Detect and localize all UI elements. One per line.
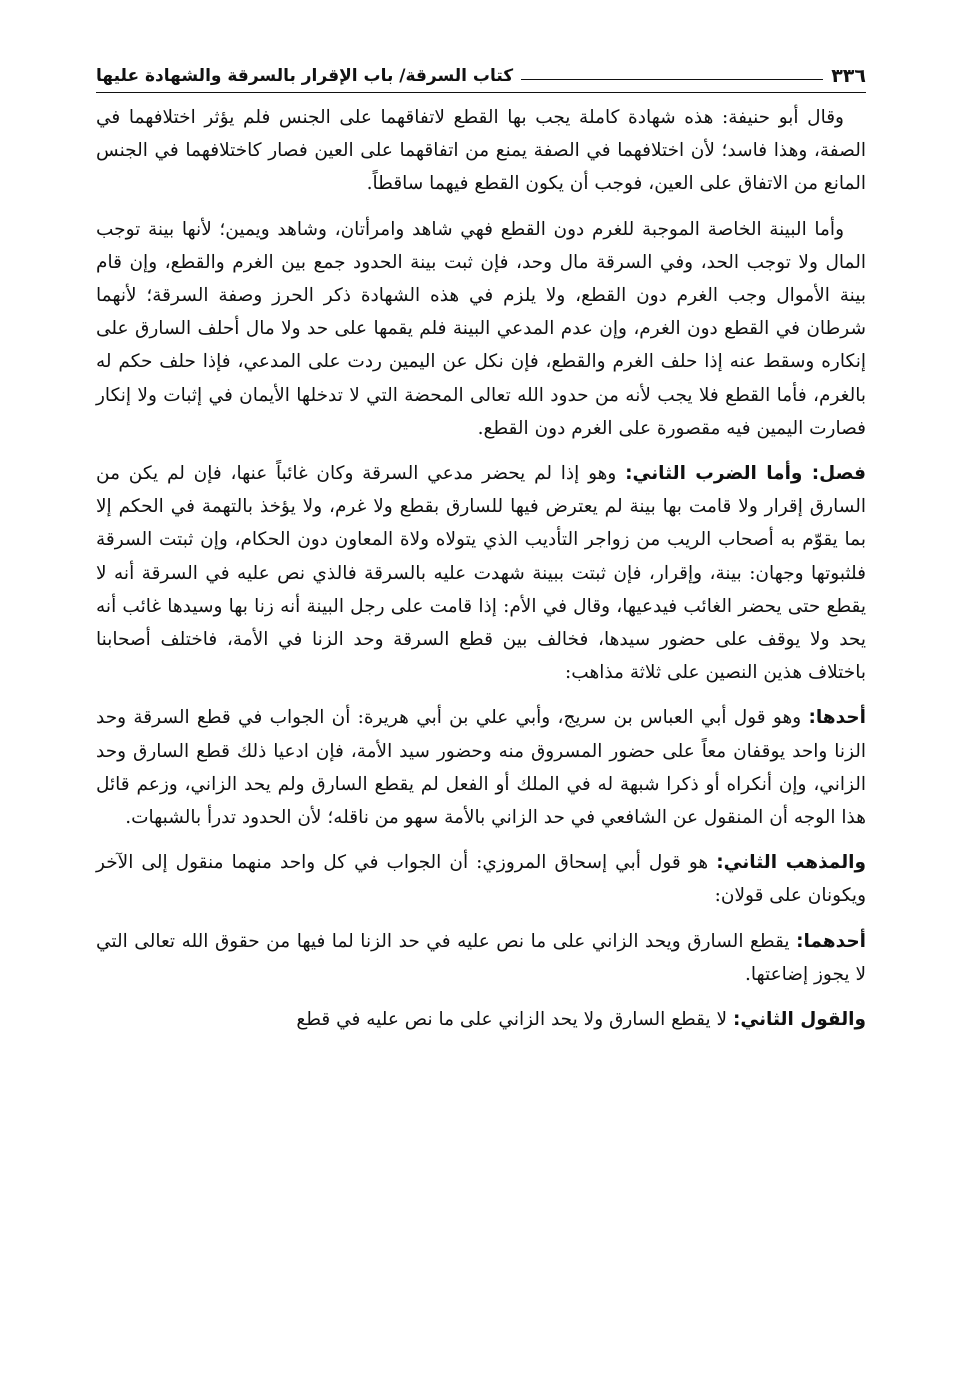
paragraph-lead-term: والمذهب الثاني: [716, 852, 866, 874]
paragraph-specific-evidence [96, 213, 866, 445]
book-page [96, 58, 866, 1048]
paragraph-lead-term: أحدها: [808, 707, 866, 729]
paragraph-lead-term: فصل: وأما الضرب الثاني: [625, 463, 867, 485]
paragraph-lead-term: أحدهما: [796, 930, 866, 952]
paragraph-second-view [96, 846, 866, 912]
paragraph-text: وهو قول أبي العباس بن سريج، وأبي علي بن أبي هريرة: أن الجواب في قطع السرقة وحد الزنا واحد يوقفان معاً على حضور المسروق منه وحضور سيد الأمة، فإن ادعيا ذلك قطع السارق وحد الزاني، وإن أنكراه أو ذكرا شبهة له في الملك أو الفعل لم يقطع السارق ولم يحد الزاني، وزعم قائل هذا الوجه أن المنقول عن الشافعي في حد الزاني بالأمة سهو من ناقله؛ لأن الحدود تدرأ بالشبهات. [96, 707, 866, 829]
paragraph-text: هو قول أبي إسحاق المروزي: أن الجواب في كل واحد منهما منقول إلى الآخر ويكونان على قولان: [96, 852, 866, 907]
paragraph-text: وهو إذا لم يحضر مدعي السرقة وكان غائباً عنها، فإن لم يكن من السارق إقرار ولا قامت بها بينة لم يعترض فيها للسارق بقطع ولا غرم، ولا يؤخذ بالتهمة في الحكم إلا بما يقوّم به أصحاب الريب من زواجر التأديب الذي يتولاه ولاة المعاون دون الحكام، وإن ثبتت السرقة فلثبوتها وجهان: بينة، وإقرار، فإن ثبتت ببينة شهدت عليه بالسرقة فالذي نص عليه في السرقة أنه لا يقطع حتى يحضر الغائب فيدعيها، وقال في الأم: إذا قامت على رجل البينة أنه زنا بها وسيدها غائب أنه يحد ولا يوقف على حضور سيدها، فخالف بين قطع السرقة وحد الزنا في الأمة، فاختلف أصحابنا باختلاف هذين النصين على ثلاثة مذاهب: [96, 463, 866, 684]
paragraph-abu-hanifa [96, 101, 866, 201]
page-number: ٣٣٦ [831, 65, 866, 87]
paragraph-first-opinion [96, 925, 866, 991]
header-underline [96, 92, 866, 93]
paragraph-text: يقطع السارق ويحد الزاني على ما نص عليه في حد الزنا لما فيها من حقوق الله تعالى التي لا يجوز إضاعتها. [96, 930, 866, 985]
running-head [96, 58, 866, 88]
paragraph-text: وقال أبو حنيفة: هذه شهادة كاملة يجب بها القطع لاتفاقهما على الجنس فلم يؤثر اختلافهما في الصفة، وهذا فاسد؛ لأن اختلافهما في الصفة يمنع من اتفاقهما على العين فصار كاختلافهما في الجنس المانع من الاتفاق على العين، فوجب أن يكون القطع فيهما ساقطاً. [96, 107, 866, 195]
paragraph-text: وأما البينة الخاصة الموجبة للغرم دون القطع فهي شاهد وامرأتان، وشاهد ويمين؛ لأنها بينة توجب المال ولا توجب الحد، وفي السرقة مال وحد، فإن ثبت بينة الحدود جمع بين الغرم والقطع، وإن قام بينة الأموال وجب الغرم دون القطع، ولا يلزم في هذه الشهادة ذكر الحرز وصفة السرقة؛ لأنهما شرطان في القطع دون الغرم، وإن عدم المدعي البينة فلم يقمها على حد ولا مال أحلف السارق على إنكاره وسقط عنه إذا حلف الغرم والقطع، فإن نكل عن اليمين ردت على المدعي، فإذا حلف حكم له بالغرم، فأما القطع فلا يجب لأنه من حدود الله تعالى المحضة التي لا تدخلها الأيمان في إثبات ولا إنكار فصارت اليمين فيه مقصورة على الغرم دون القطع. [96, 218, 866, 439]
body-text [96, 101, 866, 1036]
paragraph-first-view [96, 701, 866, 834]
paragraph-second-type [96, 457, 866, 689]
paragraph-lead-term: والقول الثاني: [732, 1009, 866, 1031]
paragraph-text: لا يقطع السارق ولا يحد الزاني على ما نص عليه في قطع [296, 1009, 728, 1031]
paragraph-second-opinion [96, 1003, 866, 1036]
header-rule [521, 79, 823, 80]
running-title: كتاب السرقة/ باب الإقرار بالسرقة والشهادة عليها [96, 66, 514, 86]
